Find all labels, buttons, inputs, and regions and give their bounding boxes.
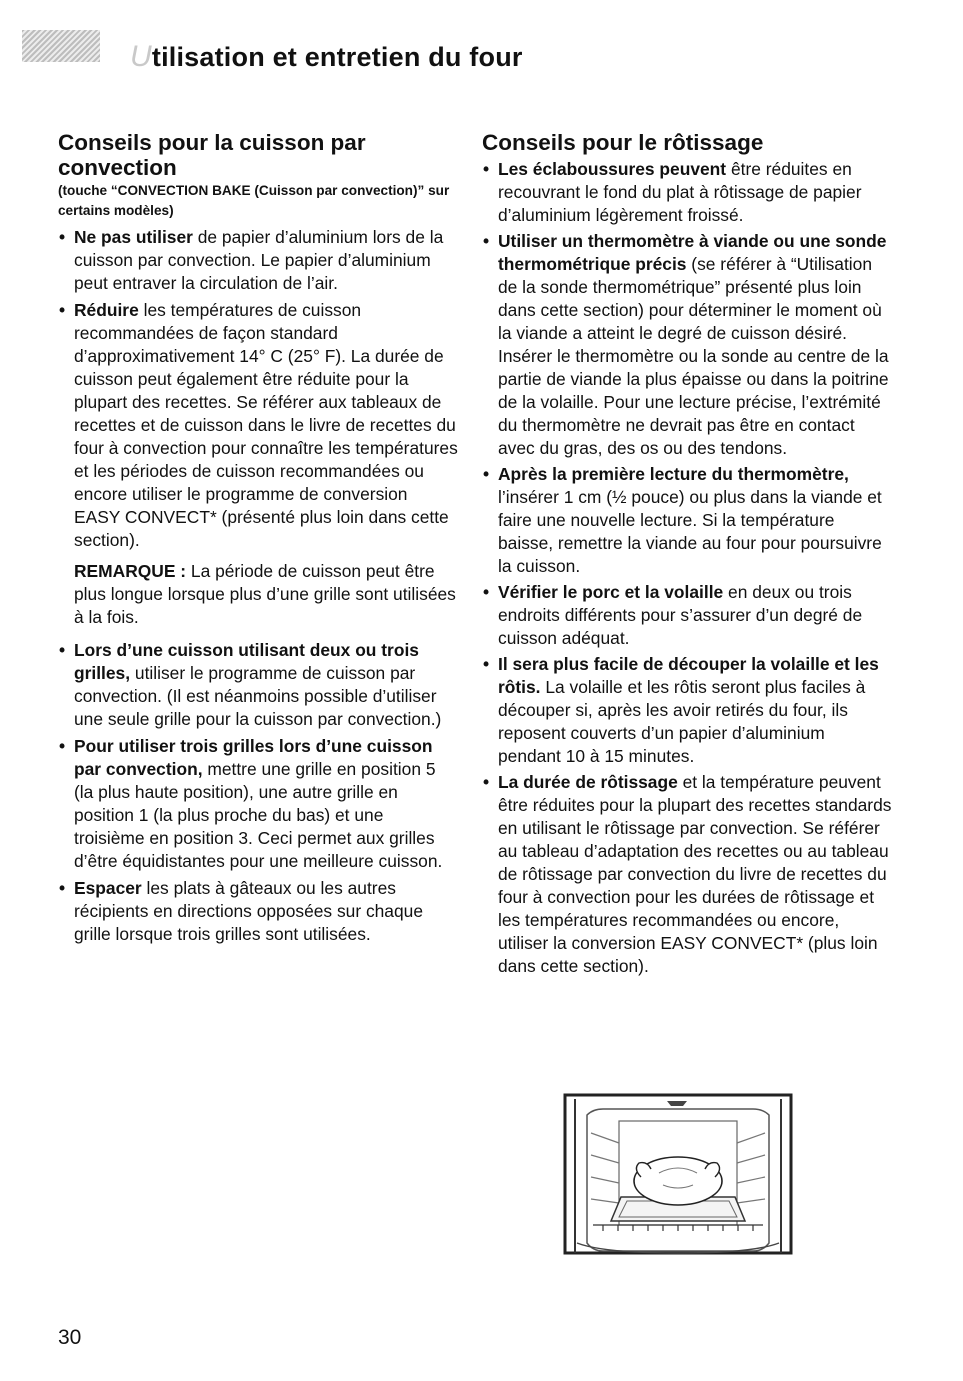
list-item (482, 581, 892, 650)
list-item (482, 771, 892, 978)
page-header-title (130, 40, 523, 74)
list-item (482, 158, 892, 227)
oven-illustration-svg (563, 1093, 793, 1255)
tip-body: les températures de cuisson recommandées de façon standard d’approximativement 14° C (25° F). La durée de cuisson peut également être réduite pour la plupart des recettes. Se référer aux tableaux de recettes et de cuisson dans le livre de recettes du four à convection pour connaître les températures et les périodes de cuisson recommandées ou encore utiliser le programme de conversion EASY CONVECT* (présenté plus loin dans cette section). (74, 300, 458, 550)
roasting-section (482, 130, 892, 981)
title-rest: tilisation et entretien du four (151, 42, 523, 72)
list-item (58, 226, 458, 295)
list-item (58, 735, 458, 873)
tip-body: en deux ou trois endroits différents pour s’assurer d’un degré de cuisson adéquat. (498, 582, 863, 648)
oven-roasting-illustration (563, 1093, 793, 1255)
bullet-icon: • (483, 772, 490, 792)
title-initial: U (130, 40, 152, 73)
header-pattern-mark (22, 30, 100, 62)
convection-baking-section (58, 130, 458, 950)
bullet-icon: • (483, 231, 490, 251)
oven-rack (593, 1225, 763, 1231)
tip-body: La volaille et les rôtis seront plus faciles à découper si, après les avoir retirés du four, ils reposent couverts d’un papier d’aluminium pendant 10 à 15 minutes. (498, 677, 866, 766)
tip-body: l’insérer 1 cm (½ pouce) ou plus dans la viande et faire une nouvelle lecture. Si la température baisse, remettre la viande au four pour poursuivre la cuisson. (498, 487, 882, 576)
list-item (482, 230, 892, 460)
roasting-section-title: Conseils pour le rôtissage (482, 130, 764, 155)
bullet-icon: • (59, 736, 66, 756)
list-item (58, 639, 458, 731)
tip-lead: Espacer (74, 878, 142, 898)
bullet-icon: • (59, 300, 66, 320)
list-item (482, 463, 892, 578)
bullet-icon: • (59, 878, 66, 898)
tip-lead: Après la première lecture du thermomètre, (498, 464, 849, 484)
bullet-icon: • (483, 582, 490, 602)
tip-lead: Les éclaboussures peuvent (498, 159, 727, 179)
tip-body: mettre une grille en position 5 (la plus haute position), une autre grille en position 1 (la plus proche du bas) et une troisième en position 3. Ceci permet aux grilles d’être équidistantes pour une meilleure cuisson. (74, 759, 443, 871)
bullet-icon: • (59, 640, 66, 660)
tip-lead: Vérifier le porc et la volaille (498, 582, 724, 602)
roasting-tips-list (482, 158, 892, 978)
bullet-icon: • (59, 227, 66, 247)
list-item (58, 877, 458, 946)
convection-tips-list (58, 226, 458, 552)
tip-body: (se référer à “Utilisation de la sonde thermométrique” présenté plus loin dans cette section) pour déterminer le moment où la viande a atteint le degré de cuisson désiré. Insérer le thermomètre ou la sonde au centre de la partie de viande la plus épaisse ou dans la poitrine de la volaille. Pour une lecture précise, l’extrémité du thermomètre ne devrait pas être en contact avec du gras, des os ou des tendons. (498, 254, 889, 458)
tip-body: les plats à gâteaux ou les autres récipients en directions opposées sur chaque grille lorsque trois grilles sont utilisées. (74, 878, 423, 944)
tip-lead: Lors d’une cuisson utilisant deux ou trois grilles, (74, 640, 419, 683)
remark-text: La période de cuisson peut être plus longue lorsque plus d’une grille sont utilisées à la fois. (74, 561, 456, 627)
tip-lead: Réduire (74, 300, 139, 320)
tip-body: de papier d’aluminium lors de la cuisson par convection. Le papier d’aluminium peut entraver la circulation de l’air. (74, 227, 444, 293)
remark-label: REMARQUE : (74, 561, 187, 581)
remark-note (74, 560, 458, 629)
tip-lead: Il sera plus facile de découper la volaille et les rôtis. (498, 654, 879, 697)
bullet-icon: • (483, 464, 490, 484)
tip-lead: Pour utiliser trois grilles lors d’une cuisson par convection, (74, 736, 433, 779)
tip-body: et la température peuvent être réduites pour la plupart des recettes standards en utilisant le rôtissage par convection. Se référer au tableau d’adaptation des recettes ou au tableau de rôtissage par convection du livre de recettes du four à convection pour les durées de rôtissage et les températures recommandées ou encore, utiliser la conversion EASY CONVECT* (plus loin dans cette section). (498, 772, 892, 976)
bullet-icon: • (483, 654, 490, 674)
tip-body: utiliser le programme de cuisson par convection. (Il est néanmoins possible d’utiliser une seule grille pour la cuisson par convection.) (74, 663, 442, 729)
list-item (58, 299, 458, 552)
convection-bake-key-note: (touche “CONVECTION BAKE (Cuisson par convection)” sur certains modèles) (58, 183, 450, 218)
convection-tips-list-continued (58, 639, 458, 946)
convection-section-title: Conseils pour la cuisson par convection (58, 130, 366, 180)
page-number: 30 (58, 1326, 82, 1349)
tip-lead: La durée de rôtissage (498, 772, 678, 792)
list-item (482, 653, 892, 768)
tip-lead: Ne pas utiliser (74, 227, 193, 247)
bullet-icon: • (483, 159, 490, 179)
tip-lead: Utiliser un thermomètre à viande ou une sonde thermométrique précis (498, 231, 887, 274)
tip-body: être réduites en recouvrant le fond du plat à rôtissage de papier d’aluminium légèrement froissé. (498, 159, 862, 225)
